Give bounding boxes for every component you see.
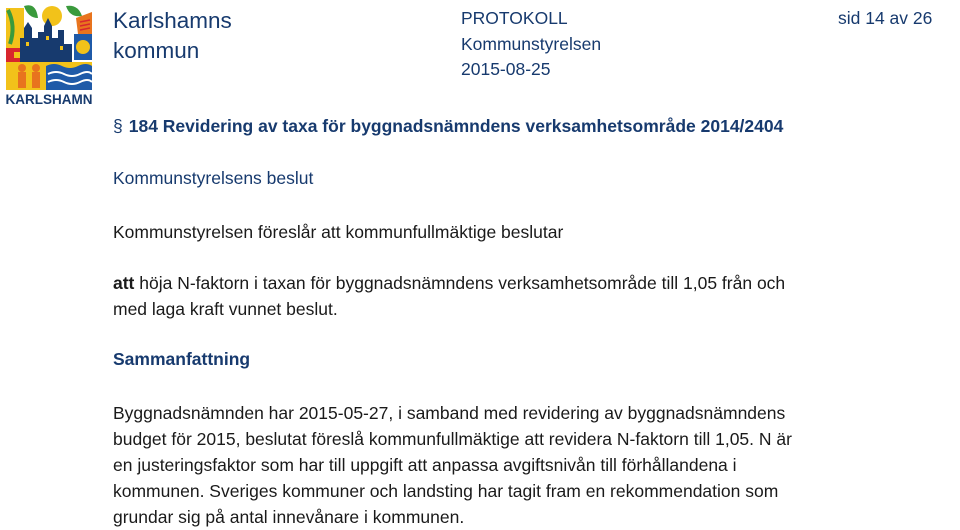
organization-name [113, 6, 232, 66]
summary-line: kommunen. Sveriges kommuner och landsting har tagit fram en rekommendation som [113, 481, 779, 501]
logo-wordmark: KARLSHAMN [6, 92, 92, 107]
section-title [113, 114, 783, 138]
decision-heading: Kommunstyrelsens beslut [113, 168, 314, 188]
meeting-body: Kommunstyrelsen [461, 33, 602, 54]
att-line-1 [113, 270, 953, 296]
decision-intro: Kommunstyrelsen föreslår att kommunfullmäktige beslutar [113, 222, 564, 242]
att-line-2: med laga kraft vunnet beslut. [113, 299, 338, 319]
karlshamn-logo [6, 4, 92, 108]
document-type: PROTOKOLL [461, 8, 568, 28]
meeting-date: 2015-08-25 [461, 59, 551, 79]
org-name-line1: Karlshamns [113, 8, 232, 33]
summary-line: grundar sig på antal innevånare i kommunen. [113, 507, 465, 527]
summary-line: budget för 2015, beslutat föreslå kommunfullmäktige att revidera N-faktorn till 1,05. N är [113, 429, 792, 449]
summary-heading: Sammanfattning [113, 349, 251, 369]
section-title-text: 184 Revidering av taxa för byggnadsnämndens verksamhetsområde 2014/2404 [128, 116, 784, 136]
decision-att-clause [113, 270, 953, 322]
att-keyword: att [113, 273, 135, 293]
att-line-1-text: höja N-faktorn i taxan för byggnadsnämndens verksamhetsområde till 1,05 från och [134, 273, 786, 293]
document-meta [461, 6, 601, 83]
summary-body [113, 400, 953, 530]
page-number: sid 14 av 26 [838, 8, 933, 28]
summary-line: Byggnadsnämnden har 2015-05-27, i samband med revidering av byggnadsnämndens [113, 403, 786, 423]
org-name-line2: kommun [113, 38, 200, 63]
summary-line: en justeringsfaktor som har till uppgift att anpassa avgiftsnivån till förhållandena i [113, 455, 737, 475]
section-glyph: § [113, 116, 123, 136]
